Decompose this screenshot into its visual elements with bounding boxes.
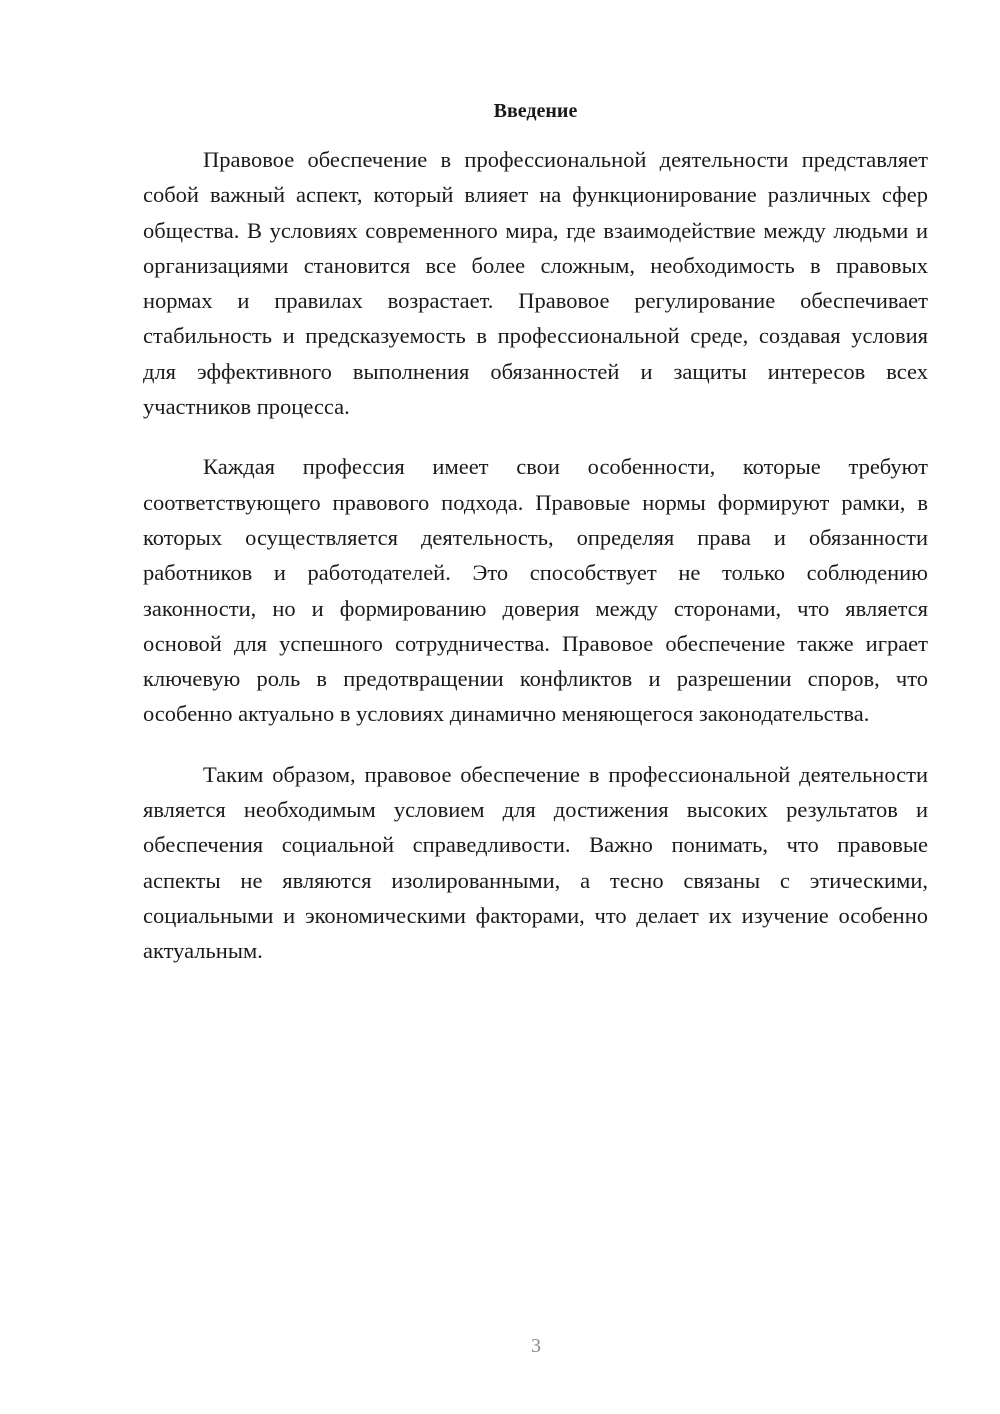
paragraph-3: Таким образом, правовое обеспечение в профессиональной деятельности является необходимым условием для достижения высоких результатов и обеспечения социальной справедливости. Важно понимать, что правовые аспекты не являются изолированными, а тесно связаны с этическими, социальными и экономическими факторами, что делает их изучение особенно актуальным. [143,761,928,964]
paragraph-2: Каждая профессия имеет свои особенности, которые требуют соответствующего правового подхода. Правовые нормы формируют рамки, в которых осуществляется деятельность, определяя права и обязанности работников и работодателей. Это способствует не только соблюдению законности, но и формированию доверия между сторонами, что является основой для успешного сотрудничества. Правовое обеспечение также играет ключевую роль в предотвращении конфликтов и разрешении споров, что особенно актуально в условиях динамично меняющегося законодательства. [143,454,928,727]
paragraph-1: Правовое обеспечение в профессиональной деятельности представляет собой важный аспект, который влияет на функционирование различных сфер общества. В условиях современного мира, где взаимодействие между людьми и организациями становится все более сложным, необходимость в правовых нормах и правилах возрастает. Правовое регулирование обеспечивает стабильность и предсказуемость в профессиональной среде, создавая условия для эффективного выполнения обязанностей и защиты интересов всех участников процесса. [143,147,928,420]
section-heading: Введение [493,100,578,122]
page-number: 3 [531,1335,541,1357]
document-body [143,142,928,994]
